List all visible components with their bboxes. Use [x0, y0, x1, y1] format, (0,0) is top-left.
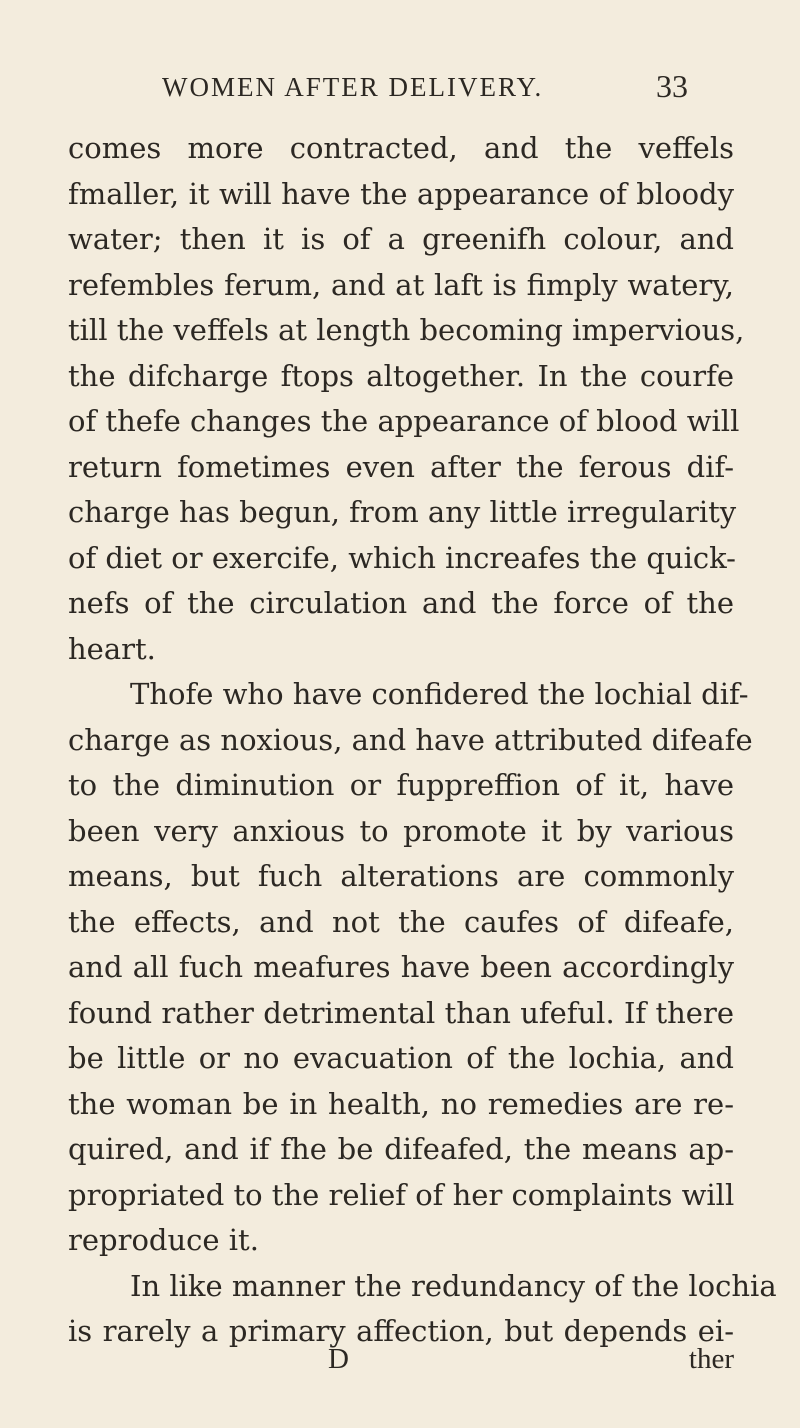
- text-line: be little or no evacuation of the lochia, and: [68, 1041, 734, 1075]
- text-line: nefs of the circulation and the force of the: [68, 586, 734, 620]
- text-line: water; then it is of a greenifh colour, and: [68, 222, 734, 256]
- text-line: of diet or exercife, which increafes the quick-: [68, 540, 736, 575]
- text-line: quired, and if fhe be difeafed, the means ap-: [68, 1132, 734, 1166]
- text-line: been very anxious to promote it by various: [68, 813, 734, 848]
- page-header: [162, 68, 688, 108]
- text-line: charge as noxious, and have attributed difeafe: [68, 722, 753, 757]
- text-line: the effects, and not the caufes of difeafe,: [68, 904, 734, 939]
- text-line: refembles ferum, and at laft is fimply watery,: [68, 267, 734, 302]
- text-line: of thefe changes the appearance of blood will: [68, 404, 740, 438]
- page-footer: [68, 1343, 734, 1387]
- signature-mark: D: [328, 1343, 349, 1375]
- text-line: fmaller, it will have the appearance of bloody: [68, 176, 734, 211]
- text-line: In like manner the redundancy of the lochia: [130, 1268, 777, 1303]
- text-line: comes more contracted, and the veffels: [68, 131, 734, 165]
- text-line: return fometimes even after the ferous dif-: [68, 449, 734, 484]
- text-line: propriated to the relief of her complaints will: [68, 1177, 735, 1212]
- text-line: reproduce it.: [68, 1223, 259, 1257]
- text-line: Thofe who have confidered the lochial dif-: [130, 677, 749, 711]
- catchword: ther: [688, 1343, 734, 1375]
- text-line: and all fuch meafures have been accordingly: [68, 950, 734, 984]
- running-head: WOMEN AFTER DELIVERY.: [162, 72, 544, 102]
- text-line: means, but fuch alterations are commonly: [68, 859, 734, 893]
- page-number: 33: [656, 68, 688, 104]
- text-line: is rarely a primary affection, but depends ei-: [68, 1314, 734, 1348]
- text-line: found rather detrimental than ufeful. If there: [68, 995, 734, 1030]
- text-line: the difcharge ftops altogether. In the courfe: [68, 358, 734, 393]
- body-text: [68, 126, 777, 1355]
- text-line: the woman be in health, no remedies are re-: [68, 1086, 734, 1121]
- text-line: heart.: [68, 631, 156, 666]
- text-line: to the diminution or fuppreffion of it, have: [68, 768, 734, 802]
- text-line: till the veffels at length becoming impervious,: [68, 313, 745, 347]
- text-line: charge has begun, from any little irregularity: [68, 495, 737, 529]
